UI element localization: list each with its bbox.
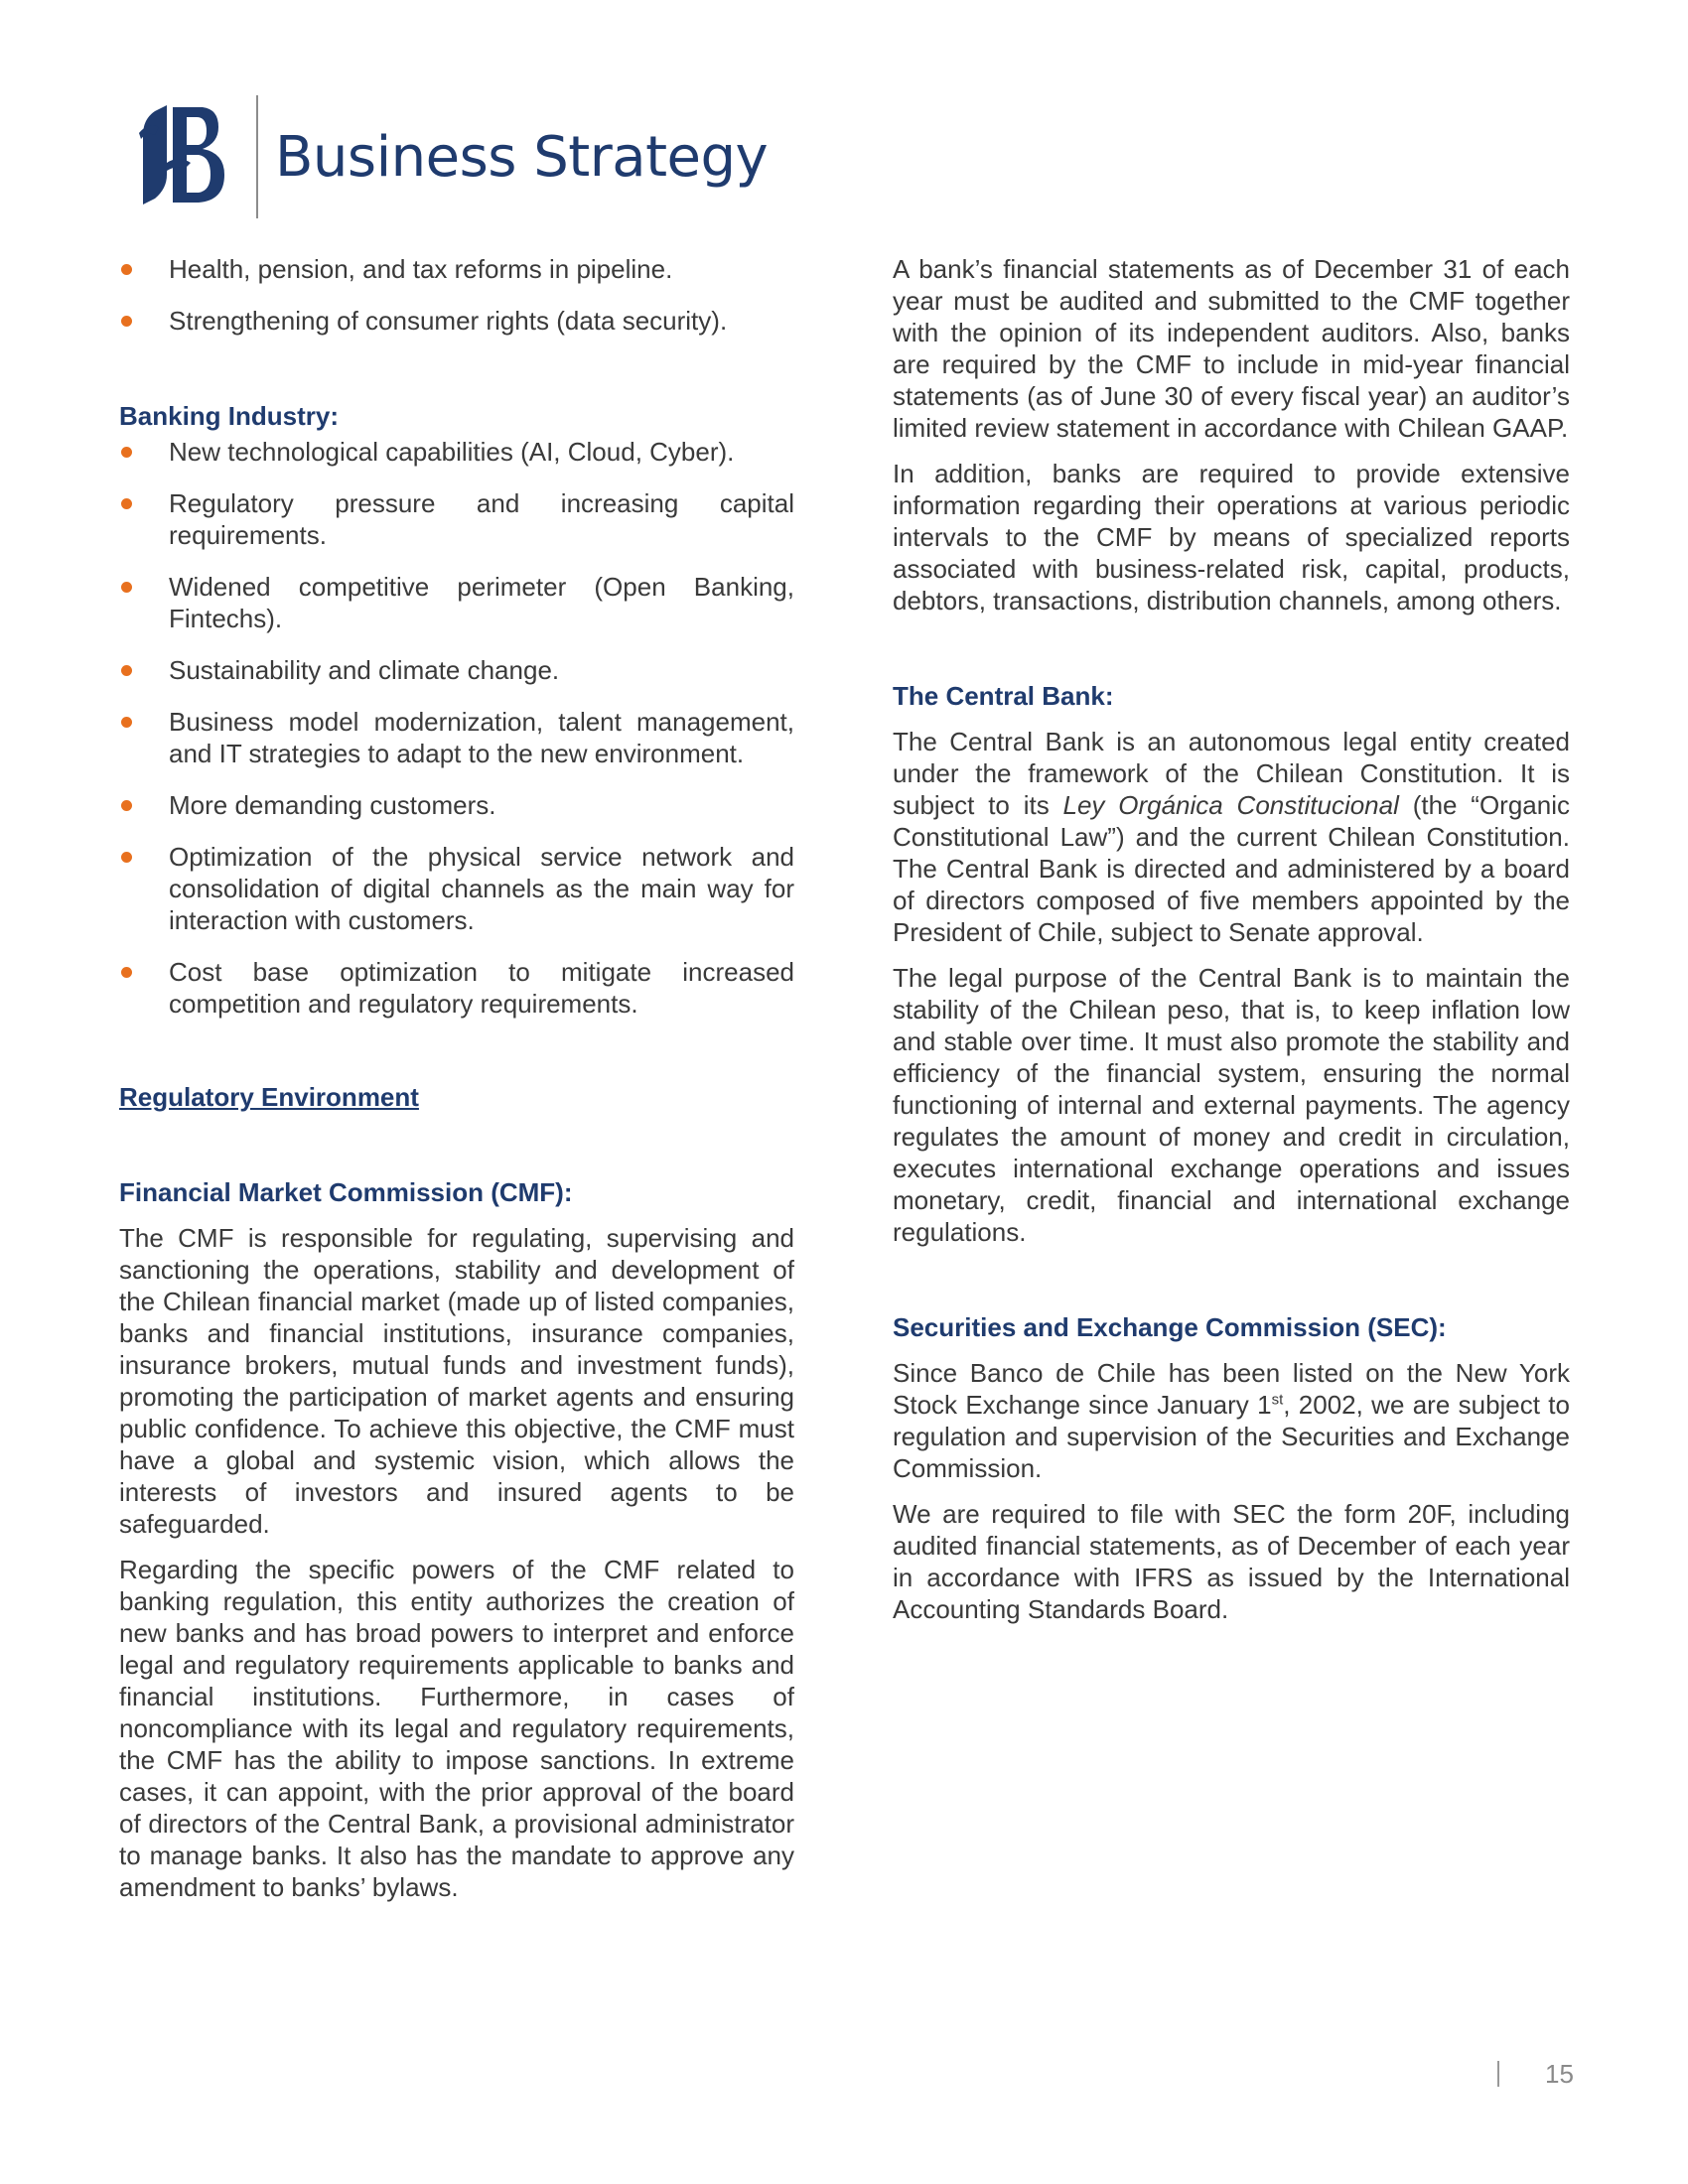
bullet-icon — [121, 498, 132, 509]
bullet-icon — [121, 316, 132, 327]
bullet-icon — [121, 665, 132, 676]
central-bank-paragraph-1: The Central Bank is an autonomous legal entity created under the framework of the Chilean Constitution. It is subject to its Ley Orgánica Constitucional (the “Organic Constitutional Law”) and the current Chilean Constitution. The Central Bank is directed and administered by a board of directors composed of five members appointed by the President of Chile, subject to Senate approval. — [893, 727, 1570, 947]
list-item: Business model modernization, talent management, and IT strategies to adapt to the new environment. — [119, 706, 794, 769]
list-item: Cost base optimization to mitigate increased competition and regulatory requirements. — [119, 956, 794, 1020]
central-bank-paragraph-2: The legal purpose of the Central Bank is to maintain the stability of the Chilean peso, that is, to keep inflation low and stable over time. It must also promote the stability and efficiency of the financial system, ensuring the normal functioning of internal and external payments. The agency regulates the amount of money and credit in circulation, executes international exchange operations and issues monetary, credit, financial and international exchange regulations. — [893, 963, 1570, 1247]
banking-industry-bullet-list — [119, 436, 794, 1020]
list-item: Strengthening of consumer rights (data security). — [119, 305, 794, 337]
reporting-paragraph: In addition, banks are required to provide extensive information regarding their operations at various periodic intervals to the CMF by means of specialized reports associated with business-related risk, capital, products, debtors, transactions, distribution channels, among others. — [893, 459, 1570, 615]
bullet-icon — [121, 264, 132, 275]
cmf-heading: Financial Market Commission (CMF): — [119, 1177, 573, 1207]
list-item: Sustainability and climate change. — [119, 654, 794, 686]
left-column — [119, 253, 794, 1917]
list-item: Health, pension, and tax reforms in pipeline. — [119, 253, 794, 285]
right-column — [893, 253, 1570, 1639]
sec-heading: Securities and Exchange Commission (SEC): — [893, 1312, 1447, 1342]
list-item: Widened competitive perimeter (Open Banking, Fintechs). — [119, 571, 794, 634]
bullet-icon — [121, 852, 132, 863]
banco-de-chile-logo — [133, 103, 228, 206]
list-item: Optimization of the physical service network and consolidation of digital channels as the main way for interaction with customers. — [119, 841, 794, 936]
footer-divider — [1497, 2061, 1499, 2087]
sec-paragraph-1: Since Banco de Chile has been listed on the New York Stock Exchange since January 1st, 2002, we are subject to regulation and supervision of the Securities and Exchange Commission. — [893, 1358, 1570, 1483]
sec-paragraph-2: We are required to file with SEC the form 20F, including audited financial statements, as of December of each year in accordance with IFRS as issued by the International Accounting Standards Board. — [893, 1499, 1570, 1624]
bullet-icon — [121, 800, 132, 811]
list-item: Regulatory pressure and increasing capital requirements. — [119, 487, 794, 551]
cmf-paragraph-1: The CMF is responsible for regulating, supervising and sanctioning the operations, stability and development of the Chilean financial market (made up of listed companies, banks and financial institutions, insurance companies, insurance brokers, mutual funds and investment funds), promoting the participation of market agents and ensuring public confidence. To achieve this objective, the CMF must have a global and systemic vision, which allows the interests of investors and insured agents to be safeguarded. — [119, 1223, 794, 1539]
list-item: More demanding customers. — [119, 789, 794, 821]
cmf-paragraph-2: Regarding the specific powers of the CMF related to banking regulation, this entity authorizes the creation of new banks and has broad powers to interpret and enforce legal and regulatory requirements applicable to banks and financial institutions. Furthermore, in cases of noncompliance with its legal and regulatory requirements, the CMF has the ability to impose sanctions. In extreme cases, it can appoint, with the prior approval of the board of directors of the Central Bank, a provisional administrator to manage banks. It also has the mandate to approve any amendment to banks’ bylaws. — [119, 1555, 794, 1902]
audit-paragraph: A bank’s financial statements as of December 31 of each year must be audited and submitted to the CMF together with the opinion of its independent auditors. Also, banks are required by the CMF to include in mid-year financial statements (as of June 30 of every fiscal year) an auditor’s limited review statement in accordance with Chilean GAAP. — [893, 254, 1570, 443]
page-title: Business Strategy — [275, 125, 769, 190]
outlook-bullet-list — [119, 253, 794, 337]
page-number: 15 — [1545, 2059, 1574, 2089]
banking-industry-heading: Banking Industry: — [119, 401, 340, 431]
regulatory-environment-title: Regulatory Environment — [119, 1082, 419, 1112]
header-divider — [256, 95, 258, 218]
bullet-icon — [121, 967, 132, 978]
central-bank-heading: The Central Bank: — [893, 681, 1114, 711]
bullet-icon — [121, 447, 132, 458]
bullet-icon — [121, 582, 132, 593]
bullet-icon — [121, 717, 132, 728]
list-item: New technological capabilities (AI, Cloud, Cyber). — [119, 436, 794, 468]
